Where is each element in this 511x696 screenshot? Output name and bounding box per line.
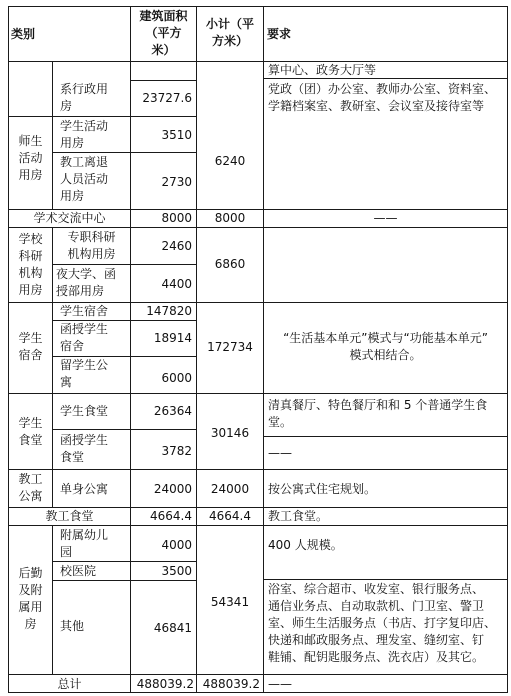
row-divider — [8, 116, 196, 117]
area-value: 8000 — [161, 211, 192, 225]
row-divider — [52, 580, 196, 581]
area-value: 18914 — [153, 331, 192, 345]
item-name: 留学生公 寓 — [60, 358, 109, 389]
area-value: 46841 — [153, 621, 192, 635]
header-area: 建筑面积 （平方 米） — [139, 9, 188, 57]
table-border-right — [507, 6, 508, 693]
item-name: 单身公寓 — [60, 482, 109, 496]
header-subtotal: 小计（平 方米） — [205, 17, 254, 48]
item-name: 教工离退 人员活动 用房 — [60, 155, 109, 203]
subtotal-value: 54341 — [210, 595, 250, 609]
table-border-top — [8, 6, 508, 7]
row-divider — [52, 264, 196, 265]
item-name: 附属幼儿 园 — [60, 528, 109, 559]
total-area: 488039.2 — [136, 677, 194, 691]
subtotal-value: 8000 — [214, 211, 246, 225]
item-name: 夜大学、函 授部用房 — [56, 267, 117, 298]
total-subtotal: 488039.2 — [202, 677, 260, 691]
row-divider — [8, 525, 508, 526]
item-name: 其他 — [60, 619, 85, 633]
item-name: 专职科研 机构用房 — [67, 230, 116, 261]
item-name: 校医院 — [60, 564, 97, 578]
subtotal-value: 6860 — [214, 257, 246, 271]
requirement-cell: 清真餐厅、特色餐厅和和 5 个普通学生食 堂。 — [268, 398, 488, 429]
row-divider — [52, 429, 196, 430]
area-value: 3510 — [161, 128, 192, 142]
requirement-cell: 按公寓式住宅规划。 — [268, 482, 377, 496]
item-name: 教工食堂 — [45, 509, 94, 523]
subtotal-value: 4664.4 — [209, 509, 251, 523]
requirement-cell: 教工食堂。 — [268, 509, 329, 523]
row-divider — [263, 436, 508, 437]
header-category: 类别 — [11, 27, 36, 41]
column-divider — [52, 61, 53, 209]
item-name: 系行政用 房 — [60, 82, 109, 113]
subtotal-value: 30146 — [210, 426, 250, 440]
requirement-cell: —— — [373, 211, 398, 225]
area-value: 4664.4 — [150, 509, 192, 523]
item-name: 学术交流中心 — [33, 211, 106, 225]
area-value: 24000 — [153, 482, 192, 496]
requirement-cell: —— — [268, 677, 292, 691]
category-name: 后勤 及附 属用 房 — [18, 566, 43, 631]
item-name: 学生食堂 — [60, 404, 109, 418]
area-value: 2460 — [161, 239, 192, 253]
column-divider — [130, 6, 131, 693]
subtotal-value: 6240 — [214, 154, 246, 168]
subtotal-value: 24000 — [210, 482, 250, 496]
requirement-cell: 400 人规模。 — [268, 538, 343, 552]
item-name: 函授学生 宿舍 — [60, 322, 109, 353]
row-divider — [52, 561, 196, 562]
area-value: 3500 — [161, 564, 192, 578]
category-name: 教工 公寓 — [18, 472, 43, 503]
area-value: 3782 — [161, 444, 192, 458]
category-name: 学生 食堂 — [18, 416, 43, 447]
requirement-cell: —— — [268, 446, 292, 460]
category-name: 学生 宿舍 — [18, 331, 43, 362]
row-divider — [52, 152, 196, 153]
area-value: 4000 — [161, 538, 192, 552]
column-divider — [52, 227, 53, 507]
area-value: 6000 — [161, 371, 192, 385]
row-divider — [8, 61, 508, 62]
category-name: 师生 活动 用房 — [18, 134, 43, 182]
area-value: 23727.6 — [142, 91, 192, 105]
row-divider — [8, 393, 508, 394]
area-value: 147820 — [146, 304, 192, 318]
row-divider — [8, 674, 508, 675]
requirement-cell: “生活基本单元”模式与“功能基本单元” 模式相结合。 — [283, 331, 488, 362]
requirement-cell: 党政（团）办公室、教师办公室、资料室、 学籍档案室、教研室、会议室及接待室等 — [268, 82, 497, 113]
row-divider — [8, 227, 508, 228]
requirement-cell: 算中心、政务大厅等 — [268, 63, 377, 77]
item-name: 函授学生 食堂 — [60, 433, 109, 464]
area-value: 2730 — [161, 175, 192, 189]
item-name: 学生宿舍 — [60, 304, 109, 318]
column-divider — [52, 525, 53, 674]
header-requirement: 要求 — [267, 27, 292, 41]
row-divider — [8, 469, 508, 470]
row-divider — [263, 579, 508, 580]
area-value: 26364 — [153, 404, 192, 418]
category-name: 学校 科研 机构 用房 — [18, 232, 43, 297]
subtotal-value: 172734 — [207, 340, 253, 354]
total-label: 总计 — [57, 677, 82, 691]
area-value: 4400 — [161, 277, 192, 291]
requirement-cell: 浴室、综合超市、收发室、银行服务点、 通信业务点、自动取款机、门卫室、警卫 室、师生生活服务点（书店、打字复印店、 快递和邮政服务点、理发室、缝纫室、钉 鞋铺、配钥匙服务点、洗衣店）及其它。 — [268, 582, 497, 664]
item-name: 学生活动 用房 — [60, 119, 109, 150]
row-divider — [130, 80, 196, 81]
